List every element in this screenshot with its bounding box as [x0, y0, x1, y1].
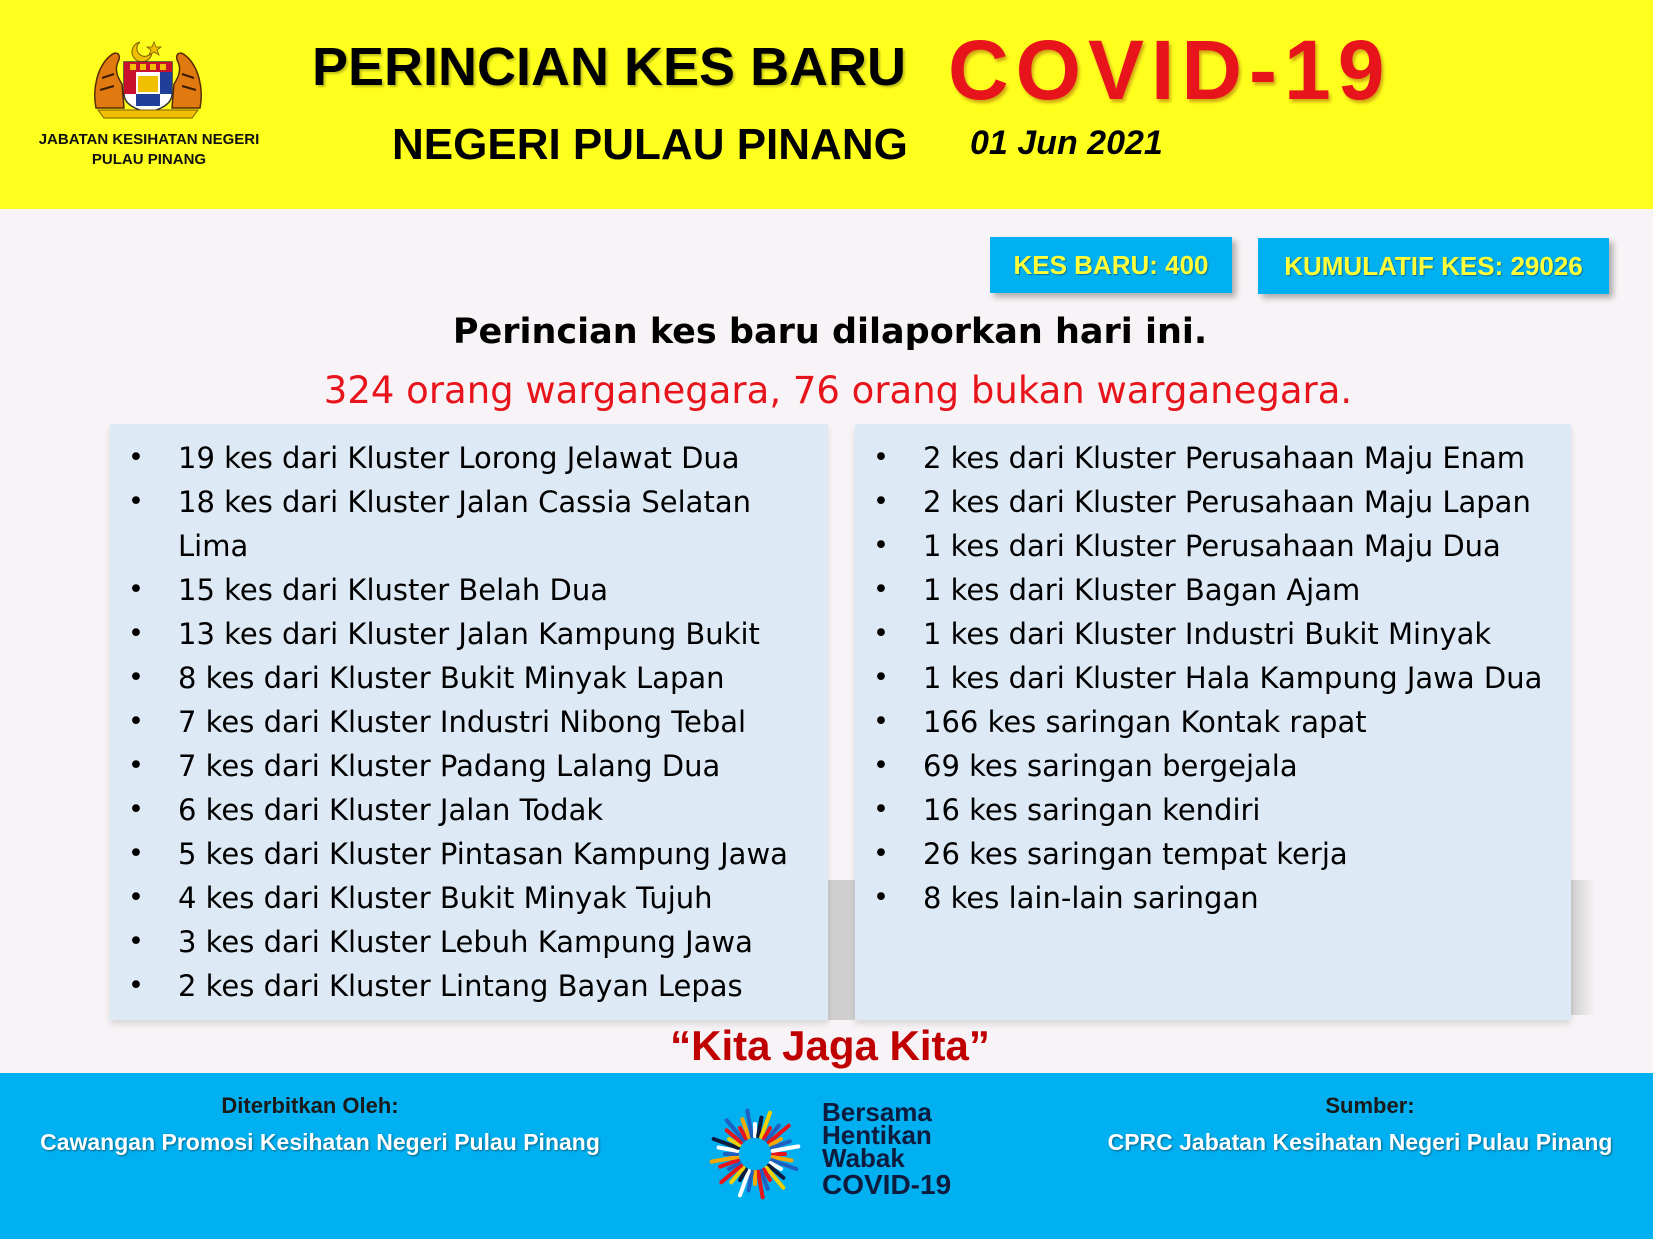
right-case-list: [855, 436, 1571, 920]
list-item: • 1 kes dari Kluster Hala Kampung Jawa Dua: [855, 656, 1571, 700]
list-item: • 2 kes dari Kluster Perusahaan Maju Enam: [855, 436, 1571, 480]
left-case-list-panel: [110, 424, 828, 1020]
sunburst-logo-icon: [700, 1099, 810, 1209]
campaign-line-4: COVID-19: [822, 1169, 952, 1200]
list-item: • 13 kes dari Kluster Jalan Kampung Bukit: [110, 612, 828, 656]
panel-shadow: [828, 880, 856, 1020]
published-by-name: Cawangan Promosi Kesihatan Negeri Pulau Pinang: [40, 1129, 600, 1155]
list-item: • 7 kes dari Kluster Industri Nibong Tebal: [110, 700, 828, 744]
list-item: • 3 kes dari Kluster Lebuh Kampung Jawa: [110, 920, 828, 964]
campaign-line-2: Hentikan: [822, 1120, 932, 1150]
cumulative-cases-badge: KUMULATIF KES: 29026: [1258, 238, 1609, 294]
list-item: • 6 kes dari Kluster Jalan Todak: [110, 788, 828, 832]
list-item: • 69 kes saringan bergejala: [855, 744, 1571, 788]
left-case-list: [110, 436, 828, 1008]
list-item: • 19 kes dari Kluster Lorong Jelawat Dua: [110, 436, 828, 480]
list-item: • 166 kes saringan Kontak rapat: [855, 700, 1571, 744]
malaysia-coat-of-arms-icon: [88, 38, 208, 120]
right-case-list-panel: [855, 424, 1571, 1020]
nationality-breakdown: 324 orang warganegara, 76 orang bukan warganegara.: [323, 369, 1353, 412]
page-title: PERINCIAN KES BARU: [312, 37, 907, 97]
list-item: • 16 kes saringan kendiri: [855, 788, 1571, 832]
list-item: • 8 kes dari Kluster Bukit Minyak Lapan: [110, 656, 828, 700]
source-label: Sumber:: [1325, 1093, 1415, 1118]
list-item: • 2 kes dari Kluster Lintang Bayan Lepas: [110, 964, 828, 1008]
report-date: 01 Jun 2021: [970, 124, 1163, 162]
campaign-line-1: Bersama: [822, 1097, 932, 1127]
list-item: • 7 kes dari Kluster Padang Lalang Dua: [110, 744, 828, 788]
campaign-logo-text: [822, 1097, 952, 1200]
list-item: • 15 kes dari Kluster Belah Dua: [110, 568, 828, 612]
list-item: • 2 kes dari Kluster Perusahaan Maju Lapan: [855, 480, 1571, 524]
list-item: • 4 kes dari Kluster Bukit Minyak Tujuh: [110, 876, 828, 920]
list-item: • 1 kes dari Kluster Perusahaan Maju Dua: [855, 524, 1571, 568]
list-item: • 26 kes saringan tempat kerja: [855, 832, 1571, 876]
list-item: • 1 kes dari Kluster Industri Bukit Minyak: [855, 612, 1571, 656]
list-item: • 8 kes lain-lain saringan: [855, 876, 1571, 920]
published-by-label: Diterbitkan Oleh:: [221, 1093, 399, 1118]
summary-heading: Perincian kes baru dilaporkan hari ini.: [452, 312, 1208, 352]
list-item: • 1 kes dari Kluster Bagan Ajam: [855, 568, 1571, 612]
covid-title: COVID-19: [948, 23, 1392, 117]
list-item: • 5 kes dari Kluster Pintasan Kampung Jawa: [110, 832, 828, 876]
slogan: “Kita Jaga Kita”: [670, 1022, 990, 1069]
agency-line-1: JABATAN KESIHATAN NEGERI: [38, 131, 260, 148]
agency-line-2: PULAU PINANG: [91, 151, 207, 168]
footer-banner: [0, 1073, 1653, 1239]
source-name: CPRC Jabatan Kesihatan Negeri Pulau Pinang: [1107, 1129, 1613, 1155]
panel-shadow-right: [1571, 880, 1595, 1015]
header-banner: [0, 0, 1653, 209]
state-title: NEGERI PULAU PINANG: [392, 120, 908, 169]
new-cases-badge: KES BARU: 400: [990, 237, 1232, 293]
campaign-line-3: Wabak: [822, 1143, 905, 1173]
list-item: • 18 kes dari Kluster Jalan Cassia Selatan Lima: [110, 480, 828, 568]
agency-name: [20, 130, 278, 170]
